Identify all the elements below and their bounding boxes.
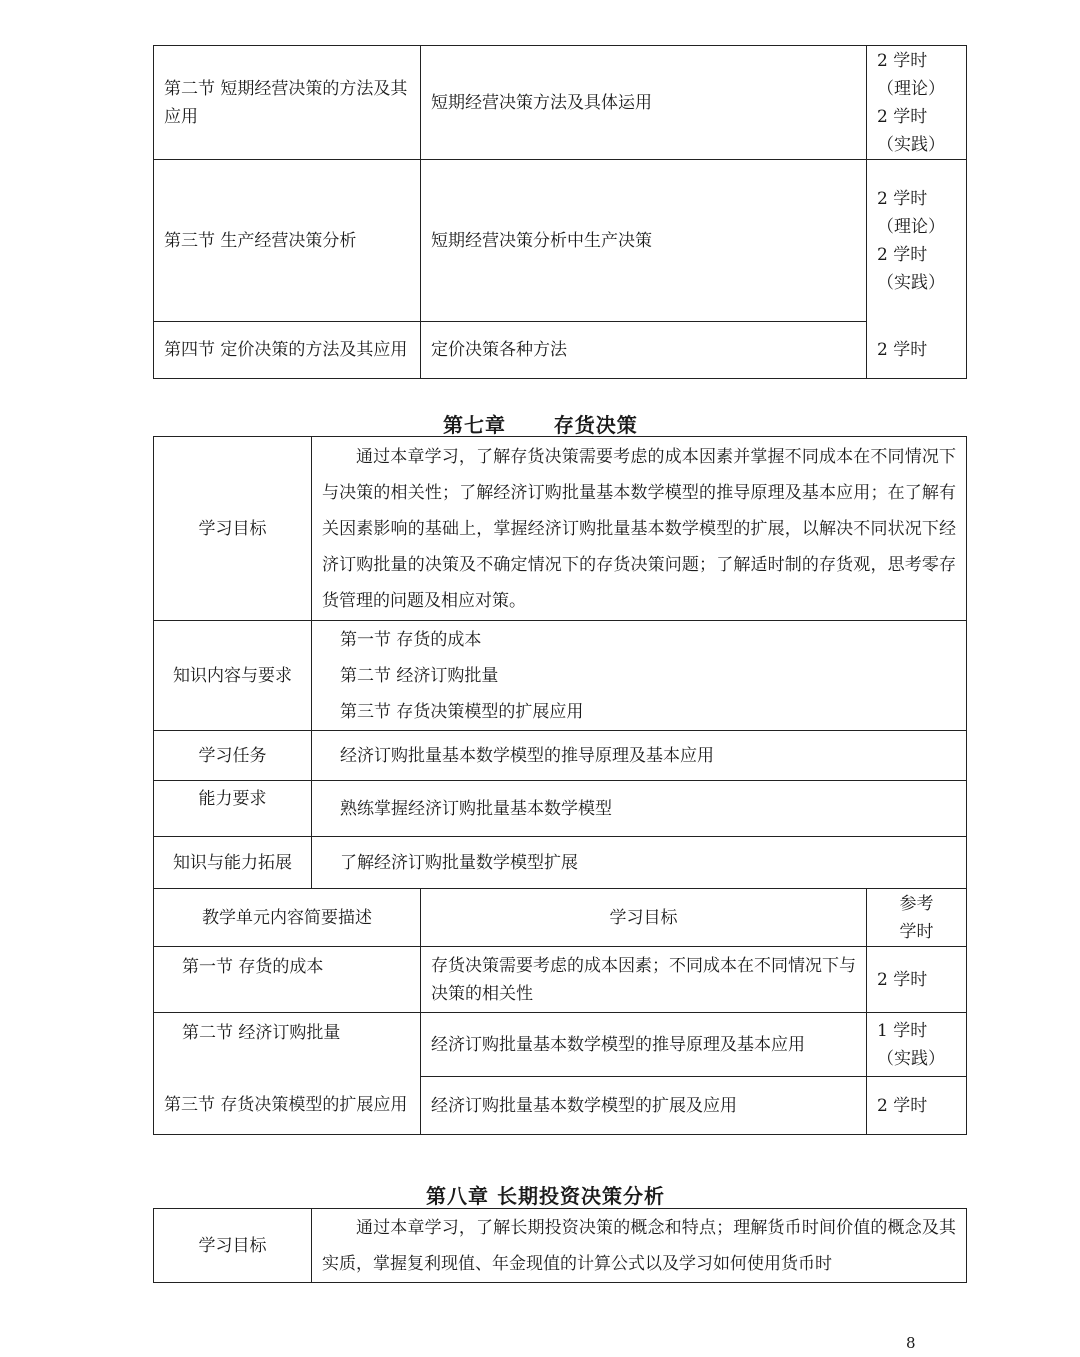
goal-cell: 存货决策需要考虑的成本因素；不同成本在不同情况下与决策的相关性: [421, 947, 867, 1013]
table-row: [154, 1013, 967, 1077]
table-row: [154, 731, 967, 781]
hours-cell: 2 学时: [867, 947, 967, 1013]
list-item: 第三节 存货决策模型的扩展应用: [340, 701, 584, 722]
learning-goal-text: 通过本章学习，了解长期投资决策的概念和特点；理解货币时间价值的概念及其实质，掌握复利现值、年金现值的计算公式以及学习如何使用货币时: [312, 1209, 967, 1283]
table-header-row: [154, 889, 967, 947]
section-cell: 第一节 存货的成本: [154, 947, 421, 1013]
ability-text: 熟练掌握经济订购批量基本数学模型: [312, 781, 967, 837]
table-row: [154, 46, 967, 160]
hours-cell: 1 学时 （实践）: [867, 1013, 967, 1077]
extension-label: 知识与能力拓展: [154, 837, 312, 889]
table-row: [154, 621, 967, 731]
page-number: 8: [906, 1334, 916, 1352]
hours-cell: 2 学时: [867, 322, 967, 379]
chapter7-info-table: [153, 436, 967, 889]
section-cell: 第四节 定价决策的方法及其应用: [154, 322, 421, 379]
content-cell: 定价决策各种方法: [421, 322, 867, 379]
content-cell: 短期经营决策分析中生产决策: [421, 160, 867, 322]
table-row: [154, 837, 967, 889]
learning-goal-label: 学习目标: [154, 1209, 312, 1283]
column-header: 教学单元内容简要描述: [154, 889, 421, 947]
knowledge-list: [312, 621, 967, 731]
goal-cell: 经济订购批量基本数学模型的推导原理及基本应用: [421, 1013, 867, 1077]
list-item: 第一节 存货的成本: [340, 629, 482, 650]
table-row: [154, 781, 967, 837]
hours-cell: 2 学时 （理论） 2 学时 （实践）: [867, 46, 967, 160]
chapter8-title: 第八章 长期投资决策分析: [426, 1184, 665, 1208]
ability-label: 能力要求: [154, 781, 312, 837]
knowledge-label: 知识内容与要求: [154, 621, 312, 731]
hours-cell: 2 学时: [867, 1077, 967, 1135]
list-item: 第二节 经济订购批量: [340, 665, 499, 686]
goal-cell: 经济订购批量基本数学模型的扩展及应用: [421, 1077, 867, 1135]
table-row: [154, 1209, 967, 1283]
table-row: [154, 160, 967, 322]
learning-goal-text: 通过本章学习，了解存货决策需要考虑的成本因素并掌握不同成本在不同情况下与决策的相关性；了解经济订购批量基本数学模型的推导原理及基本应用；在了解有关因素影响的基础上，掌握经济订购批量基本数学模型的扩展，以解决不同状况下经济订购批量的决策及不确定情况下的存货决策问题；了解适时制的存货观，思考零存货管理的问题及相应对策。: [312, 437, 967, 621]
section-cell: 第二节 经济订购批量: [154, 1013, 421, 1077]
column-header: 参考 学时: [867, 889, 967, 947]
chapter8-info-table: [153, 1208, 967, 1283]
chapter7-title: 第七章 存货决策: [443, 413, 638, 437]
table-row: [154, 322, 967, 379]
section-cell: 第三节 生产经营决策分析: [154, 160, 421, 322]
hours-cell: 2 学时（理论） 2 学时（实践）: [867, 160, 967, 322]
table-row: [154, 1077, 967, 1135]
extension-text: 了解经济订购批量数学模型扩展: [312, 837, 967, 889]
column-header: 学习目标: [421, 889, 867, 947]
learning-goal-label: 学习目标: [154, 437, 312, 621]
table-row: [154, 947, 967, 1013]
chapter7-units-table: [153, 888, 967, 1135]
section-cell: 第二节 短期经营决策的方法及其应用: [154, 46, 421, 160]
task-text: 经济订购批量基本数学模型的推导原理及基本应用: [312, 731, 967, 781]
task-label: 学习任务: [154, 731, 312, 781]
table-row: [154, 437, 967, 621]
content-cell: 短期经营决策方法及具体运用: [421, 46, 867, 160]
section-cell: 第三节 存货决策模型的扩展应用: [154, 1077, 421, 1135]
chapter6-continuation-table: [153, 45, 967, 379]
